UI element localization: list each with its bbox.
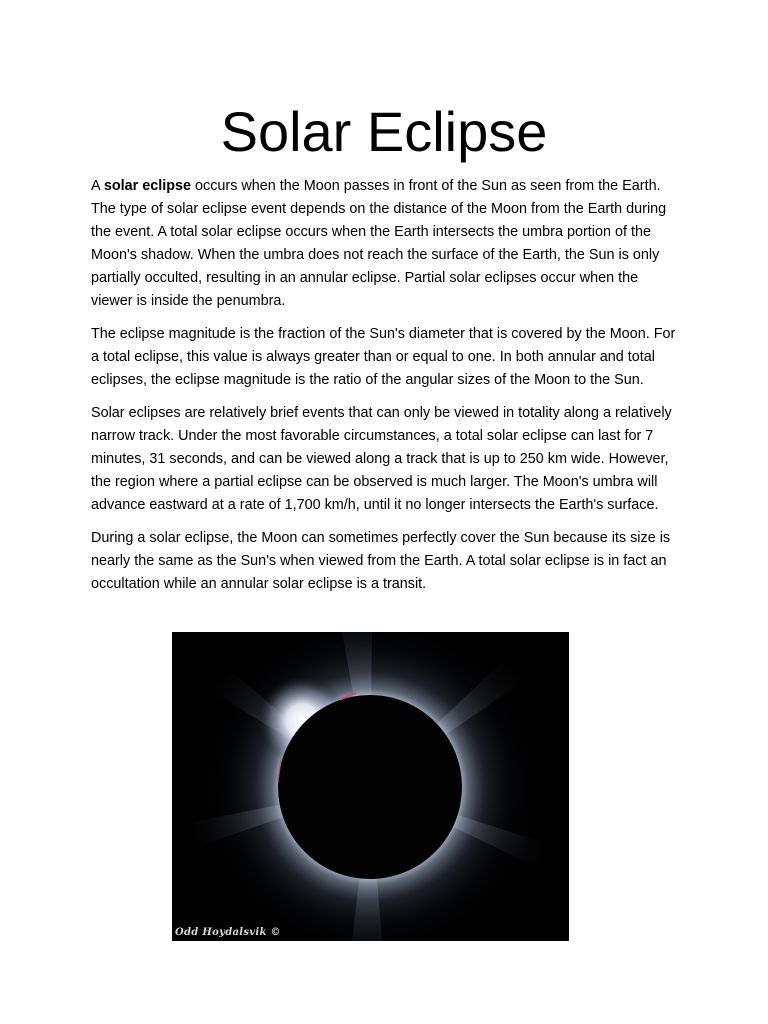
article-body <box>91 175 681 606</box>
paragraph-1-text: occurs when the Moon passes in front of the Sun as seen from the Earth. The type of solar eclipse event depends on the distance of the Moon from the Earth during the event. A total solar eclipse occurs when the Earth intersects the umbra portion of the Moon's shadow. When the umbra does not reach the surface of the Earth, the Sun is only partially occulted, resulting in an annular eclipse. Partial solar eclipses occur when the viewer is inside the penumbra. <box>91 178 667 309</box>
page-title: Solar Eclipse <box>220 100 548 163</box>
eclipse-image <box>172 632 569 941</box>
paragraph-2: The eclipse magnitude is the fraction of the Sun's diameter that is covered by the Moon. For a total eclipse, this value is always greater than or equal to one. In both annular and total eclipses, the eclipse magnitude is the ratio of the angular sizes of the Moon to the Sun. <box>91 326 676 388</box>
paragraph-1 <box>91 175 681 313</box>
paragraph-1-prefix: A <box>91 178 104 194</box>
solar-eclipse-term: solar eclipse <box>103 178 192 194</box>
paragraph-3: Solar eclipses are relatively brief events that can only be viewed in totality along a relatively narrow track. Under the most favorable circumstances, a total solar eclipse can last for 7 minutes, 31 seconds, and can be viewed along a track that is up to 250 km wide. However, the region where a partial eclipse can be observed is much larger. The Moon's umbra will advance eastward at a rate of 1,700 km/h, until it no longer intersects the Earth's surface. <box>91 405 672 513</box>
moon-disk <box>278 695 462 879</box>
paragraph-4: During a solar eclipse, the Moon can sometimes perfectly cover the Sun because its size is nearly the same as the Sun's when viewed from the Earth. A total solar eclipse is in fact an occultation while an annular solar eclipse is a transit. <box>91 530 671 592</box>
photo-credit: Odd Hoydalsvik © <box>175 927 281 938</box>
eclipse-photo <box>172 632 569 941</box>
